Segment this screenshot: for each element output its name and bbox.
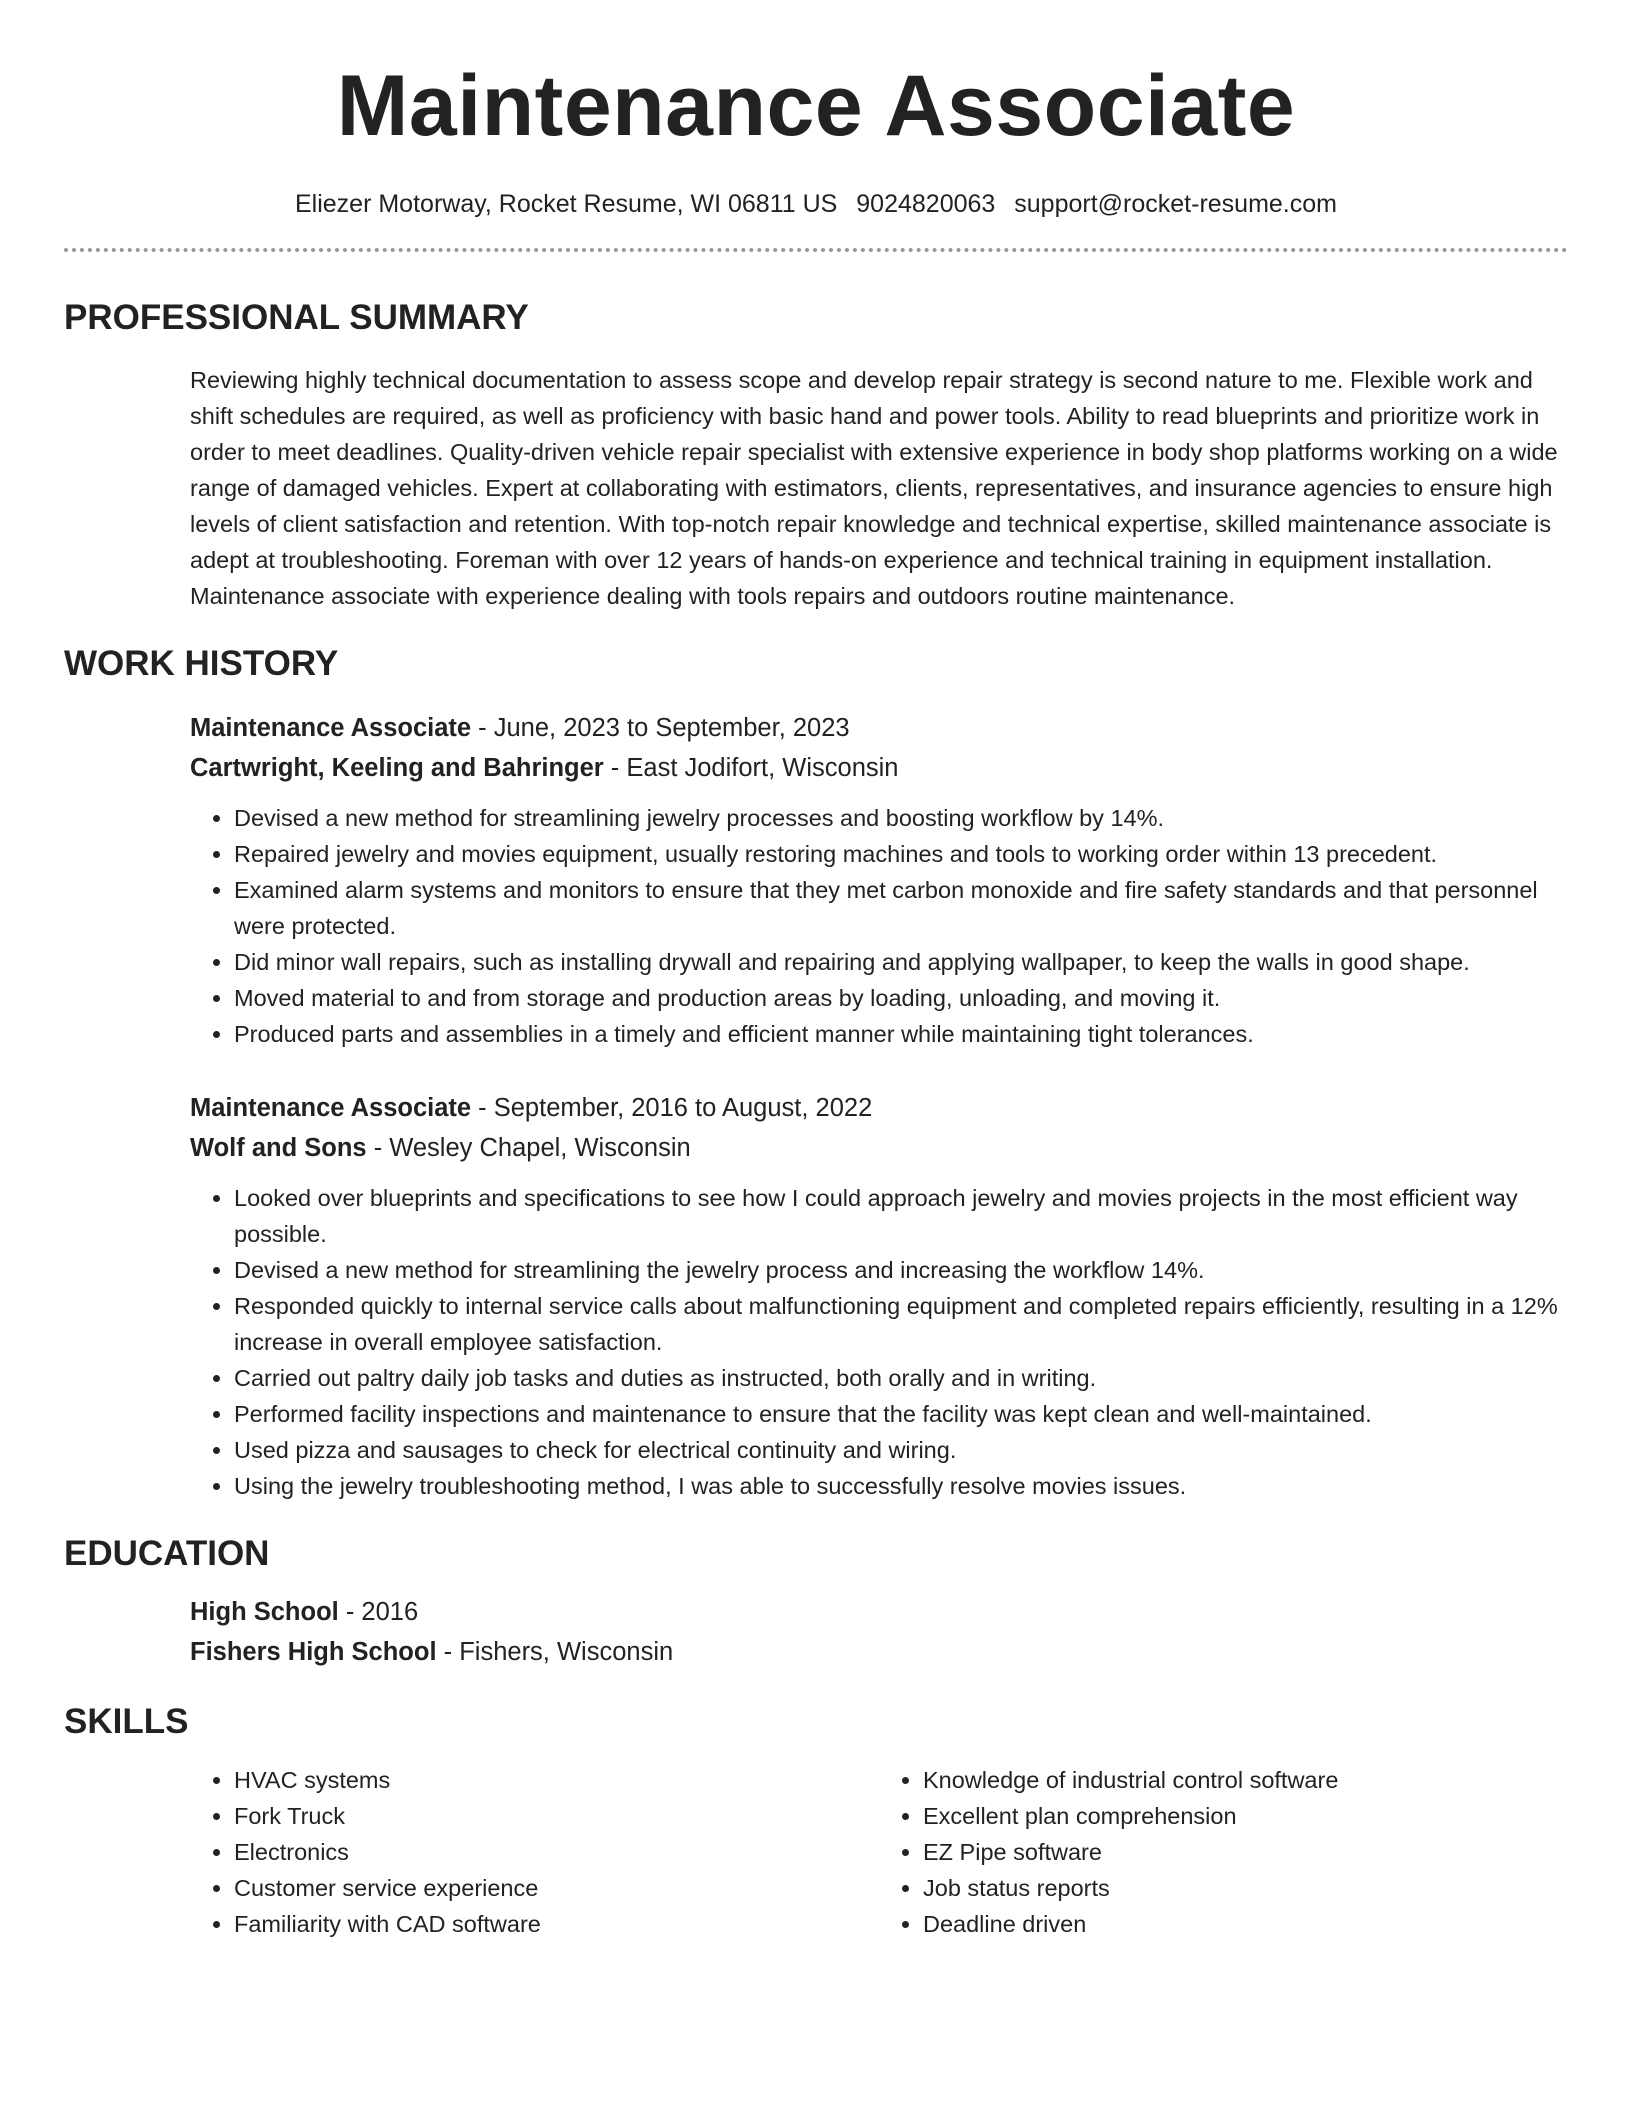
section-body bbox=[190, 708, 1568, 1504]
job-role-line bbox=[190, 708, 1568, 748]
candidate-title: Maintenance Associate bbox=[336, 58, 1296, 154]
summary-text: Reviewing highly technical documentation to assess scope and develop repair strategy is second nature to me. Flexible work and shift schedules are required, as well as proficiency with basic hand and power tools. Ability to read blueprints and prioritize work in order to meet deadlines. Quality-driven vehicle repair specialist with extensive experience in body shop platforms working on a wide range of damaged vehicles. Expert at collaborating with estimators, clients, representatives, and insurance agencies to ensure high levels of client satisfaction and retention. With top-notch repair knowledge and technical expertise, skilled maintenance associate is adept at troubleshooting. Foreman with over 12 years of hands-on experience and technical training in equipment installation. Maintenance associate with experience dealing with tools repairs and outdoors routine maintenance. bbox=[190, 367, 1558, 609]
job-dates: - September, 2016 to August, 2022 bbox=[471, 1094, 873, 1122]
skills-columns bbox=[190, 1762, 1568, 1942]
job-entry bbox=[190, 1088, 1568, 1504]
section-work-history bbox=[64, 644, 1568, 1504]
job-company: Wolf and Sons bbox=[190, 1134, 367, 1162]
list-item: • Performed facility inspections and maintenance to ensure that the facility was kept clean and well-maintained. bbox=[234, 1396, 1568, 1432]
education-year: - 2016 bbox=[338, 1598, 419, 1626]
job-bullets bbox=[190, 800, 1568, 1052]
job-company: Cartwright, Keeling and Bahringer bbox=[190, 754, 604, 782]
job-company-line bbox=[190, 1128, 1568, 1168]
contact-address: Eliezer Motorway, Rocket Resume, WI 06811 US bbox=[295, 190, 838, 218]
list-item: • Familiarity with CAD software bbox=[234, 1906, 879, 1942]
education-school-line bbox=[190, 1632, 1568, 1672]
section-title: EDUCATION bbox=[64, 1534, 270, 1573]
contact-line bbox=[64, 188, 1568, 220]
list-item: • Excellent plan comprehension bbox=[923, 1798, 1568, 1834]
list-item: • Fork Truck bbox=[234, 1798, 879, 1834]
list-item: • Used pizza and sausages to check for electrical continuity and wiring. bbox=[234, 1432, 1568, 1468]
list-item: • Customer service experience bbox=[234, 1870, 879, 1906]
skills-right-list bbox=[879, 1762, 1568, 1942]
job-company-line bbox=[190, 748, 1568, 788]
section-body bbox=[190, 1592, 1568, 1672]
job-location: - East Jodifort, Wisconsin bbox=[603, 754, 899, 782]
section-title: SKILLS bbox=[64, 1702, 189, 1741]
job-role: Maintenance Associate bbox=[190, 714, 472, 742]
job-dates: - June, 2023 to September, 2023 bbox=[471, 714, 850, 742]
job-location: - Wesley Chapel, Wisconsin bbox=[366, 1134, 691, 1162]
list-item: • Devised a new method for streamlining the jewelry process and increasing the workflow 14%. bbox=[234, 1252, 1568, 1288]
list-item: • Using the jewelry troubleshooting method, I was able to successfully resolve movies issues. bbox=[234, 1468, 1568, 1504]
job-bullets bbox=[190, 1180, 1568, 1504]
list-item: • Repaired jewelry and movies equipment, usually restoring machines and tools to working order within 13 precedent. bbox=[234, 836, 1568, 872]
list-item: • Responded quickly to internal service calls about malfunctioning equipment and completed repairs efficiently, resulting in a 12% increase in overall employee satisfaction. bbox=[234, 1288, 1568, 1360]
skills-left-list bbox=[190, 1762, 879, 1942]
education-degree: High School bbox=[190, 1598, 339, 1626]
list-item: • Did minor wall repairs, such as installing drywall and repairing and applying wallpaper, to keep the walls in good shape. bbox=[234, 944, 1568, 980]
list-item: • Knowledge of industrial control software bbox=[923, 1762, 1568, 1798]
education-degree-line bbox=[190, 1592, 1568, 1632]
section-skills bbox=[64, 1702, 1568, 1942]
section-professional-summary bbox=[64, 298, 1568, 614]
list-item: • Looked over blueprints and specifications to see how I could approach jewelry and movies projects in the most efficient way possible. bbox=[234, 1180, 1568, 1252]
contact-email: support@rocket-resume.com bbox=[1014, 190, 1337, 218]
list-item: • Moved material to and from storage and production areas by loading, unloading, and moving it. bbox=[234, 980, 1568, 1016]
job-entry bbox=[190, 708, 1568, 1052]
resume-header bbox=[64, 0, 1568, 220]
list-item: • Carried out paltry daily job tasks and duties as instructed, both orally and in writing. bbox=[234, 1360, 1568, 1396]
header-divider bbox=[64, 248, 1568, 252]
section-education bbox=[64, 1534, 1568, 1672]
list-item: • Job status reports bbox=[923, 1870, 1568, 1906]
job-role-line bbox=[190, 1088, 1568, 1128]
job-role: Maintenance Associate bbox=[190, 1094, 472, 1122]
education-location: - Fishers, Wisconsin bbox=[436, 1638, 674, 1666]
list-item: • EZ Pipe software bbox=[923, 1834, 1568, 1870]
list-item: • Devised a new method for streamlining jewelry processes and boosting workflow by 14%. bbox=[234, 800, 1568, 836]
section-title: PROFESSIONAL SUMMARY bbox=[64, 298, 529, 337]
list-item: • HVAC systems bbox=[234, 1762, 879, 1798]
education-school: Fishers High School bbox=[190, 1638, 437, 1666]
list-item: • Examined alarm systems and monitors to ensure that they met carbon monoxide and fire safety standards and that personnel were protected. bbox=[234, 872, 1568, 944]
list-item: • Deadline driven bbox=[923, 1906, 1568, 1942]
section-body bbox=[190, 362, 1568, 614]
list-item: • Electronics bbox=[234, 1834, 879, 1870]
list-item: • Produced parts and assemblies in a timely and efficient manner while maintaining tight tolerances. bbox=[234, 1016, 1568, 1052]
contact-phone: 9024820063 bbox=[856, 190, 996, 218]
section-title: WORK HISTORY bbox=[64, 644, 339, 683]
